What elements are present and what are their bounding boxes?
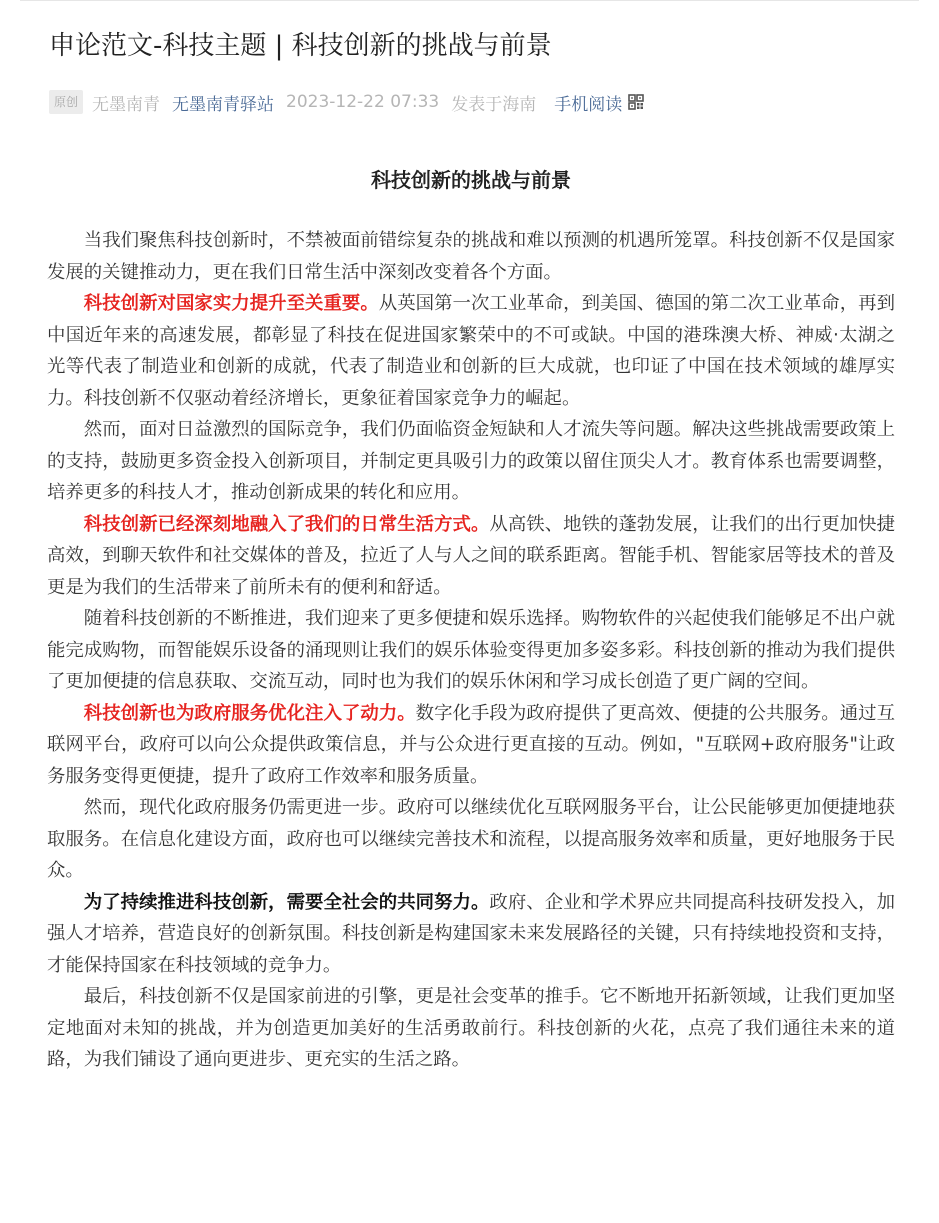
paragraph-2 [47, 288, 895, 414]
article-body [47, 161, 895, 1076]
paragraph-8 [47, 887, 895, 982]
bold-lead: 为了持续推进科技创新，需要全社会的共同努力。 [83, 891, 490, 913]
paragraph-text: 随着科技创新的不断推进，我们迎来了更多便捷和娱乐选择。购物软件的兴起使我们能够足不出户就能完成购物，而智能娱乐设备的涌现则让我们的娱乐体验变得更加多姿多彩。科技创新的推动为我们提供了更加便捷的信息获取、交流互动，同时也为我们的娱乐休闲和学习成长创造了更广阔的空间。 [47, 608, 895, 692]
paragraph-3 [47, 414, 895, 509]
paragraph-text: 从高铁、地铁的蓬勃发展，让我们的出行更加快捷高效，到聊天软件和社交媒体的普及，拉近了人与人之间的联系距离。智能手机、智能家居等技术的普及更是为我们的生活带来了前所未有的便利和舒适。 [47, 513, 895, 598]
paragraph-text: 然而，现代化政府服务仍需更进一步。政府可以继续优化互联网服务平台，让公民能够更加便捷地获取服务。在信息化建设方面，政府也可以继续完善技术和流程，以提高服务效率和质量，更好地服务于民众。 [47, 797, 895, 881]
article-meta [49, 88, 644, 116]
paragraph-text: 最后，科技创新不仅是国家前进的引擎，更是社会变革的推手。它不断地开拓新领域，让我们更加坚定地面对未知的挑战，并为创造更加美好的生活勇敢前行。科技创新的火花，点亮了我们通往未来的道路，为我们铺设了通向更进步、更充实的生活之路。 [47, 986, 895, 1070]
qr-code-icon[interactable] [628, 94, 644, 110]
paragraph-text: 数字化手段为政府提供了更高效、便捷的公共服务。通过互联网平台，政府可以向公众提供政策信息，并与公众进行更直接的互动。例如，"互联网+政府服务"让政务服务变得更便捷，提升了政府工作效率和服务质量。 [47, 702, 895, 787]
article-title: 申论范文-科技主题 | 科技创新的挑战与前景 [49, 31, 552, 61]
paragraph-7 [47, 792, 895, 887]
paragraph-4 [47, 509, 895, 604]
paragraph-text: 然而，面对日益激烈的国际竞争，我们仍面临资金短缺和人才流失等问题。解决这些挑战需要政策上的支持，鼓励更多资金投入创新项目，并制定更具吸引力的政策以留住顶尖人才。教育体系也需要调整，培养更多的科技人才，推动创新成果的转化和应用。 [47, 419, 895, 503]
author-name: 无墨南青 [92, 94, 161, 115]
paragraph-6 [47, 698, 895, 793]
paragraph-5 [47, 603, 895, 698]
paragraph-1 [47, 225, 895, 288]
paragraph-text: 当我们聚焦科技创新时，不禁被面前错综复杂的挑战和难以预测的机遇所笼罩。科技创新不仅是国家发展的关键推动力，更在我们日常生活中深刻改变着各个方面。 [47, 230, 895, 283]
account-link[interactable]: 无墨南青驿站 [172, 94, 275, 115]
mobile-read-label: 手机阅读 [554, 94, 623, 115]
article-subtitle: 科技创新的挑战与前景 [371, 168, 571, 192]
paragraph-text: 政府、企业和学术界应共同提高科技研发投入，加强人才培养，营造良好的创新氛围。科技创新是构建国家未来发展路径的关键，只有持续地投资和支持，才能保持国家在科技领域的竞争力。 [47, 891, 895, 976]
highlight-lead: 科技创新对国家实力提升至关重要。 [83, 293, 379, 314]
publish-datetime: 2023-12-22 07:33 [286, 92, 440, 112]
highlight-lead: 科技创新已经深刻地融入了我们的日常生活方式。 [83, 513, 490, 535]
mobile-read-link[interactable] [554, 90, 644, 115]
highlight-lead: 科技创新也为政府服务优化注入了动力。 [83, 702, 416, 724]
top-divider [20, 0, 919, 1]
publish-location: 发表于海南 [451, 94, 537, 115]
paragraph-9 [47, 981, 895, 1076]
paragraph-text: 从英国第一次工业革命，到美国、德国的第二次工业革命，再到中国近年来的高速发展，都彰显了科技在促进国家繁荣中的不可或缺。中国的港珠澳大桥、神威·太湖之光等代表了制造业和创新的成就，代表了制造业和创新的巨大成就，也印证了中国在技术领域的雄厚实力。科技创新不仅驱动着经济增长，更象征着国家竞争力的崛起。 [47, 293, 895, 409]
original-badge: 原创 [49, 90, 83, 114]
